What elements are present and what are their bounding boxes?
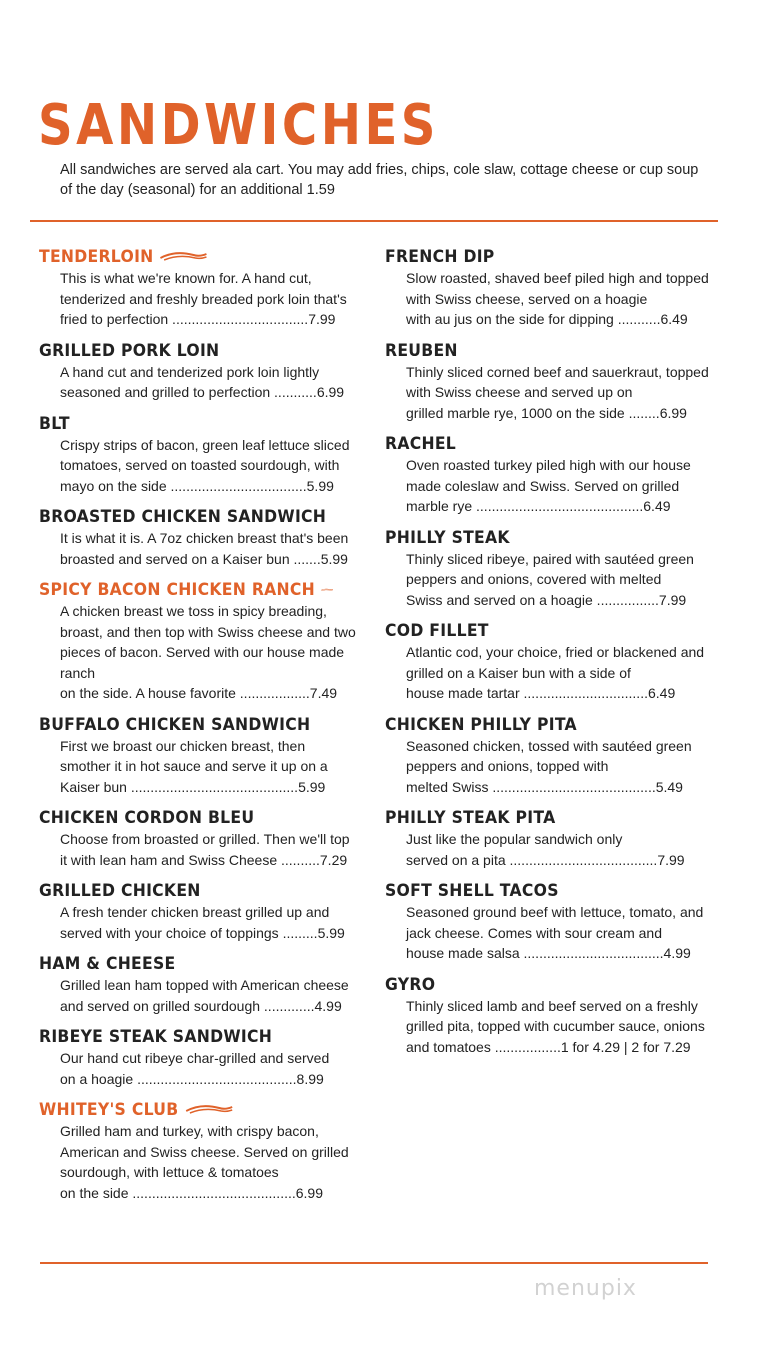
menu-item-ham-and-cheese <box>39 953 359 1016</box>
item-name: SOFT SHELL TACOS <box>385 881 559 901</box>
item-name: RIBEYE STEAK SANDWICH <box>39 1027 273 1047</box>
item-description: Thinly sliced corned beef and sauerkraut, topped with Swiss cheese and served up on <box>406 363 709 400</box>
item-description: A chicken breast we toss in spicy breading, broast, and then top with Swiss cheese and two pieces of bacon. Served with our house made ranch <box>60 603 356 681</box>
watermark: menupix <box>534 1276 637 1301</box>
item-price-line: marble rye ...........................................6.49 <box>406 498 671 514</box>
item-description: Our hand cut ribeye char-grilled and served <box>60 1050 330 1066</box>
menu-item-rachel <box>385 433 715 517</box>
menu-item-spicy-bacon-chicken-ranch <box>39 579 359 704</box>
menu-item-broasted-chicken-sandwich <box>39 506 359 569</box>
item-price-line: served on a pita ......................................7.99 <box>406 851 685 868</box>
item-description: Slow roasted, shaved beef piled high and topped with Swiss cheese, served on a hoagie <box>406 270 709 307</box>
bottom-divider <box>40 1262 708 1264</box>
menu-item-philly-steak-pita <box>385 807 715 870</box>
menu-item-reuben <box>385 340 715 424</box>
item-name: HAM & CHEESE <box>39 954 176 974</box>
item-price-line: and tomatoes .................1 for 4.29 | 2 for 7.29 <box>406 1038 691 1055</box>
menu-item-blt <box>39 413 359 497</box>
item-name: BROASTED CHICKEN SANDWICH <box>39 507 327 527</box>
menu-item-soft-shell-tacos <box>385 880 715 964</box>
item-description: Grilled lean ham topped with American cheese <box>60 977 349 993</box>
menu-intro <box>60 160 710 200</box>
swoosh-icon <box>184 1104 234 1116</box>
menu-item-whiteys-club <box>39 1099 359 1203</box>
menu-item-tenderloin <box>39 246 359 330</box>
item-description: Just like the popular sandwich only <box>406 831 623 847</box>
item-name: GYRO <box>385 974 436 995</box>
item-name: CHICKEN PHILLY PITA <box>385 714 577 735</box>
item-name: PHILLY STEAK <box>385 527 510 548</box>
item-description: Seasoned ground beef with lettuce, tomato, and jack cheese. Comes with sour cream and <box>406 904 704 941</box>
item-description: This is what we're known for. A hand cut, tenderized and freshly breaded pork loin that's <box>60 270 347 307</box>
item-description: Seasoned chicken, tossed with sautéed green peppers and onions, topped with <box>406 737 692 774</box>
top-divider <box>30 220 718 222</box>
left-menu-column <box>39 246 359 1203</box>
item-price-line: with au jus on the side for dipping ...........6.49 <box>406 311 688 327</box>
menu-item-gyro <box>385 974 715 1058</box>
item-price-line: melted Swiss ..........................................5.49 <box>406 778 683 795</box>
item-name: BLT <box>39 413 70 434</box>
menu-item-chicken-cordon-bleu <box>39 807 359 870</box>
menu-item-buffalo-chicken-sandwich <box>39 714 359 798</box>
item-price-line: it with lean ham and Swiss Cheese ..........7.29 <box>60 851 348 868</box>
item-price-line: Kaiser bun ...........................................5.99 <box>60 778 326 795</box>
item-name: COD FILLET <box>385 621 489 641</box>
intro-text: All sandwiches are served ala cart. You may add fries, chips, cole slaw, cottage cheese or cup soup of the day (seasonal) for an additional <box>60 162 699 198</box>
item-description: A hand cut and tenderized pork loin lightly <box>60 363 320 380</box>
item-description: Crispy strips of bacon, green leaf lettuce sliced tomatoes, served on toasted sourdough, with <box>60 436 350 473</box>
menu-item-french-dip <box>385 246 715 330</box>
menu-title: SANDWICHES <box>38 93 439 158</box>
item-price-line: Swiss and served on a hoagie ................7.99 <box>406 591 687 608</box>
item-description: Thinly sliced lamb and beef served on a freshly grilled pita, topped with cucumber sauce, onions <box>406 997 705 1034</box>
item-name: FRENCH DIP <box>385 247 495 267</box>
menu-item-cod-fillet <box>385 620 715 704</box>
item-description: Atlantic cod, your choice, fried or blackened and grilled on a Kaiser bun with a side of <box>406 644 705 681</box>
item-price-line: on the side ..........................................6.99 <box>60 1184 323 1201</box>
swoosh-icon <box>321 584 334 596</box>
item-name: REUBEN <box>385 340 458 361</box>
swoosh-icon <box>159 251 209 263</box>
item-description: Grilled ham and turkey, with crispy bacon, American and Swiss cheese. Served on grilled sourdough, with lettuce & tomatoes <box>60 1123 349 1180</box>
item-name: GRILLED PORK LOIN <box>39 340 220 361</box>
item-price-line: on the side. A house favorite ..................7.49 <box>60 685 338 701</box>
item-name: BUFFALO CHICKEN SANDWICH <box>39 714 311 735</box>
item-description: Oven roasted turkey piled high with our house made coleslaw and Swiss. Served on grilled <box>406 457 691 494</box>
item-price-line: fried to perfection ...................................7.99 <box>60 311 336 327</box>
menu-item-grilled-chicken <box>39 880 359 943</box>
item-price-line: served with your choice of toppings .........5.99 <box>60 924 345 941</box>
item-name: GRILLED CHICKEN <box>39 881 201 901</box>
item-name: SPICY BACON CHICKEN RANCH <box>39 580 316 600</box>
right-menu-column <box>385 246 715 1057</box>
menu-item-philly-steak <box>385 527 715 611</box>
item-price-line: house made tartar ................................6.49 <box>406 685 676 701</box>
item-name: WHITEY'S CLUB <box>39 1100 179 1120</box>
menu-item-ribeye-steak-sandwich <box>39 1026 359 1089</box>
intro-addon-price: 1.59 <box>306 182 335 198</box>
item-price-line: mayo on the side ...................................5.99 <box>60 477 334 494</box>
item-description: Choose from broasted or grilled. Then we'll top <box>60 831 350 847</box>
item-description: Thinly sliced ribeye, paired with sautéed green peppers and onions, covered with melted <box>406 550 694 587</box>
item-description: A fresh tender chicken breast grilled up and <box>60 904 330 920</box>
item-price-line: broasted and served on a Kaiser bun .......5.99 <box>60 550 348 567</box>
menu-item-chicken-philly-pita <box>385 714 715 798</box>
item-description: First we broast our chicken breast, then smother it in hot sauce and serve it up on a <box>60 737 328 774</box>
item-price-line: seasoned and grilled to perfection ...........6.99 <box>60 384 345 400</box>
item-price-line: and served on grilled sourdough .............4.99 <box>60 997 342 1014</box>
item-name: CHICKEN CORDON BLEU <box>39 808 255 828</box>
item-name: TENDERLOIN <box>39 247 154 267</box>
menu-item-grilled-pork-loin <box>39 340 359 403</box>
item-name: RACHEL <box>385 434 457 454</box>
item-price-line: on a hoagie .........................................8.99 <box>60 1070 324 1087</box>
item-price-line: house made salsa ....................................4.99 <box>406 945 691 961</box>
item-description: It is what it is. A 7oz chicken breast that's been <box>60 530 349 546</box>
item-price-line: grilled marble rye, 1000 on the side ........6.99 <box>406 404 687 421</box>
item-name: PHILLY STEAK PITA <box>385 808 556 828</box>
